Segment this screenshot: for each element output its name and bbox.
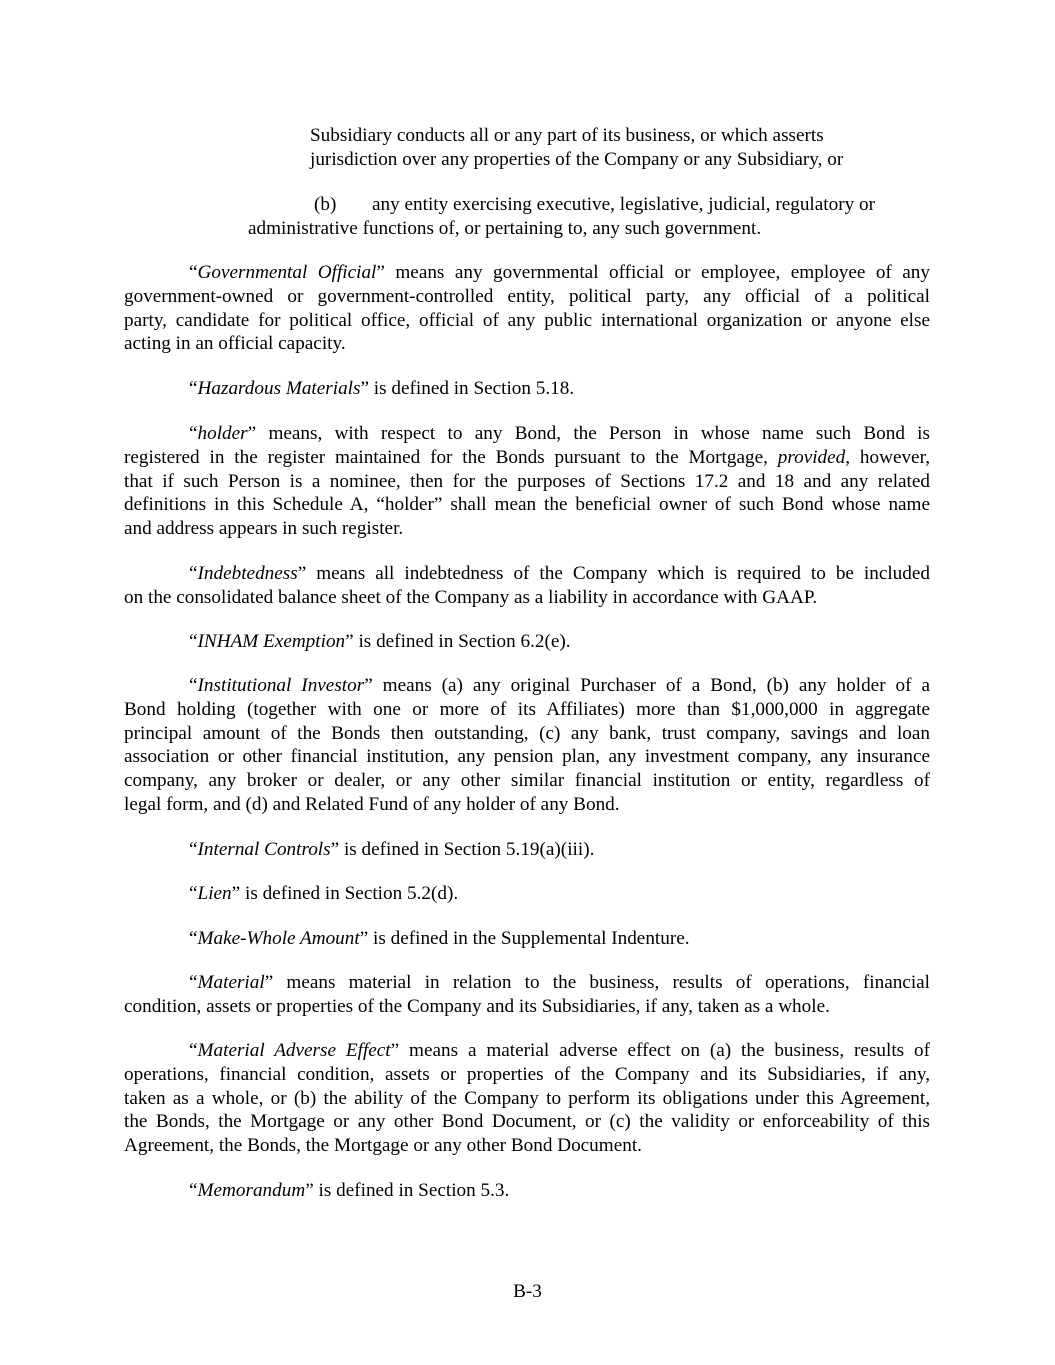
- defined-term: holder: [197, 423, 248, 444]
- defined-term: Hazardous Materials: [197, 378, 361, 399]
- definition-material-adverse-effect: “Material Adverse Effect” means a material adverse effect on (a) the business, results of operations, financial condition, assets or properties of the Company and its Subsidiaries, if any, taken as a whole, or (b) the ability of the Company to perform its obligations under this Agreement, the Bonds, the Mortgage or any other Bond Document, or (c) the validity or enforceability of this Agreement, the Bonds, the Mortgage or any other Bond Document.: [124, 1040, 930, 1157]
- defined-term: Material: [197, 972, 265, 993]
- defined-term: INHAM Exemption: [197, 631, 346, 652]
- clause-a-line-1: Subsidiary conducts all or any part of its business, or which asserts: [310, 125, 824, 146]
- clause-b-line-2: administrative functions of, or pertaining to, any such government.: [248, 217, 762, 239]
- definition-holder: “holder” means, with respect to any Bond, the Person in whose name such Bond is registered in the register maintained for the Bonds pursuant to the Mortgage, provided, however, that if such Person is a nominee, then for the purposes of Sections 17.2 and 18 and any related definitions in this Schedule A, “holder” shall mean the beneficial owner of such Bond whose name and address appears in such register.: [124, 423, 930, 540]
- definition-governmental-official: “Governmental Official” means any governmental official or employee, employee of any government-owned or government-controlled entity, political party, any official of a political party, candidate for political office, official of any public international organization or anyone else acting in an official capacity.: [124, 262, 930, 355]
- defined-term: Internal Controls: [197, 839, 331, 860]
- clause-b-label: (b): [314, 194, 337, 215]
- defined-term: Indebtedness: [197, 563, 298, 584]
- clause-a-line-2: jurisdiction over any properties of the Company or any Subsidiary, or: [310, 148, 844, 170]
- clause-b: [248, 193, 875, 241]
- definition-internal-controls: “Internal Controls” is defined in Section 5.19(a)(iii).: [189, 839, 595, 860]
- defined-term: Institutional Investor: [197, 675, 365, 696]
- defined-term: Make-Whole Amount: [197, 928, 360, 949]
- clause-a-continuation: [310, 124, 843, 172]
- defined-term: Material Adverse Effect: [197, 1040, 391, 1061]
- definition-make-whole-amount: “Make-Whole Amount” is defined in the Supplemental Indenture.: [189, 928, 690, 949]
- defined-term: Lien: [197, 883, 232, 904]
- defined-term: Memorandum: [197, 1180, 306, 1201]
- emphasis-provided: provided: [777, 446, 846, 468]
- definition-lien: “Lien” is defined in Section 5.2(d).: [189, 883, 459, 904]
- clause-b-line-1: any entity exercising executive, legislative, judicial, regulatory or: [372, 194, 875, 215]
- definition-indebtedness: “Indebtedness” means all indebtedness of the Company which is required to be included on the consolidated balance sheet of the Company as a liability in accordance with GAAP.: [124, 563, 930, 608]
- definition-memorandum: “Memorandum” is defined in Section 5.3.: [189, 1180, 510, 1201]
- defined-term: Governmental Official: [197, 262, 377, 283]
- definition-institutional-investor: “Institutional Investor” means (a) any original Purchaser of a Bond, (b) any holder of a Bond holding (together with one or more of its Affiliates) more than $1,000,000 in aggregate principal amount of the Bonds then outstanding, (c) any bank, trust company, savings and loan association or other financial institution, any pension plan, any investment company, any insurance company, any broker or dealer, or any other similar financial institution or entity, regardless of legal form, and (d) and Related Fund of any holder of any Bond.: [124, 675, 930, 815]
- definition-hazardous-materials: “Hazardous Materials” is defined in Section 5.18.: [189, 378, 575, 399]
- definition-material: “Material” means material in relation to the business, results of operations, financial condition, assets or properties of the Company and its Subsidiaries, if any, taken as a whole.: [124, 972, 930, 1017]
- definition-inham-exemption: “INHAM Exemption” is defined in Section 6.2(e).: [189, 631, 571, 652]
- page-number: B-3: [513, 1281, 542, 1302]
